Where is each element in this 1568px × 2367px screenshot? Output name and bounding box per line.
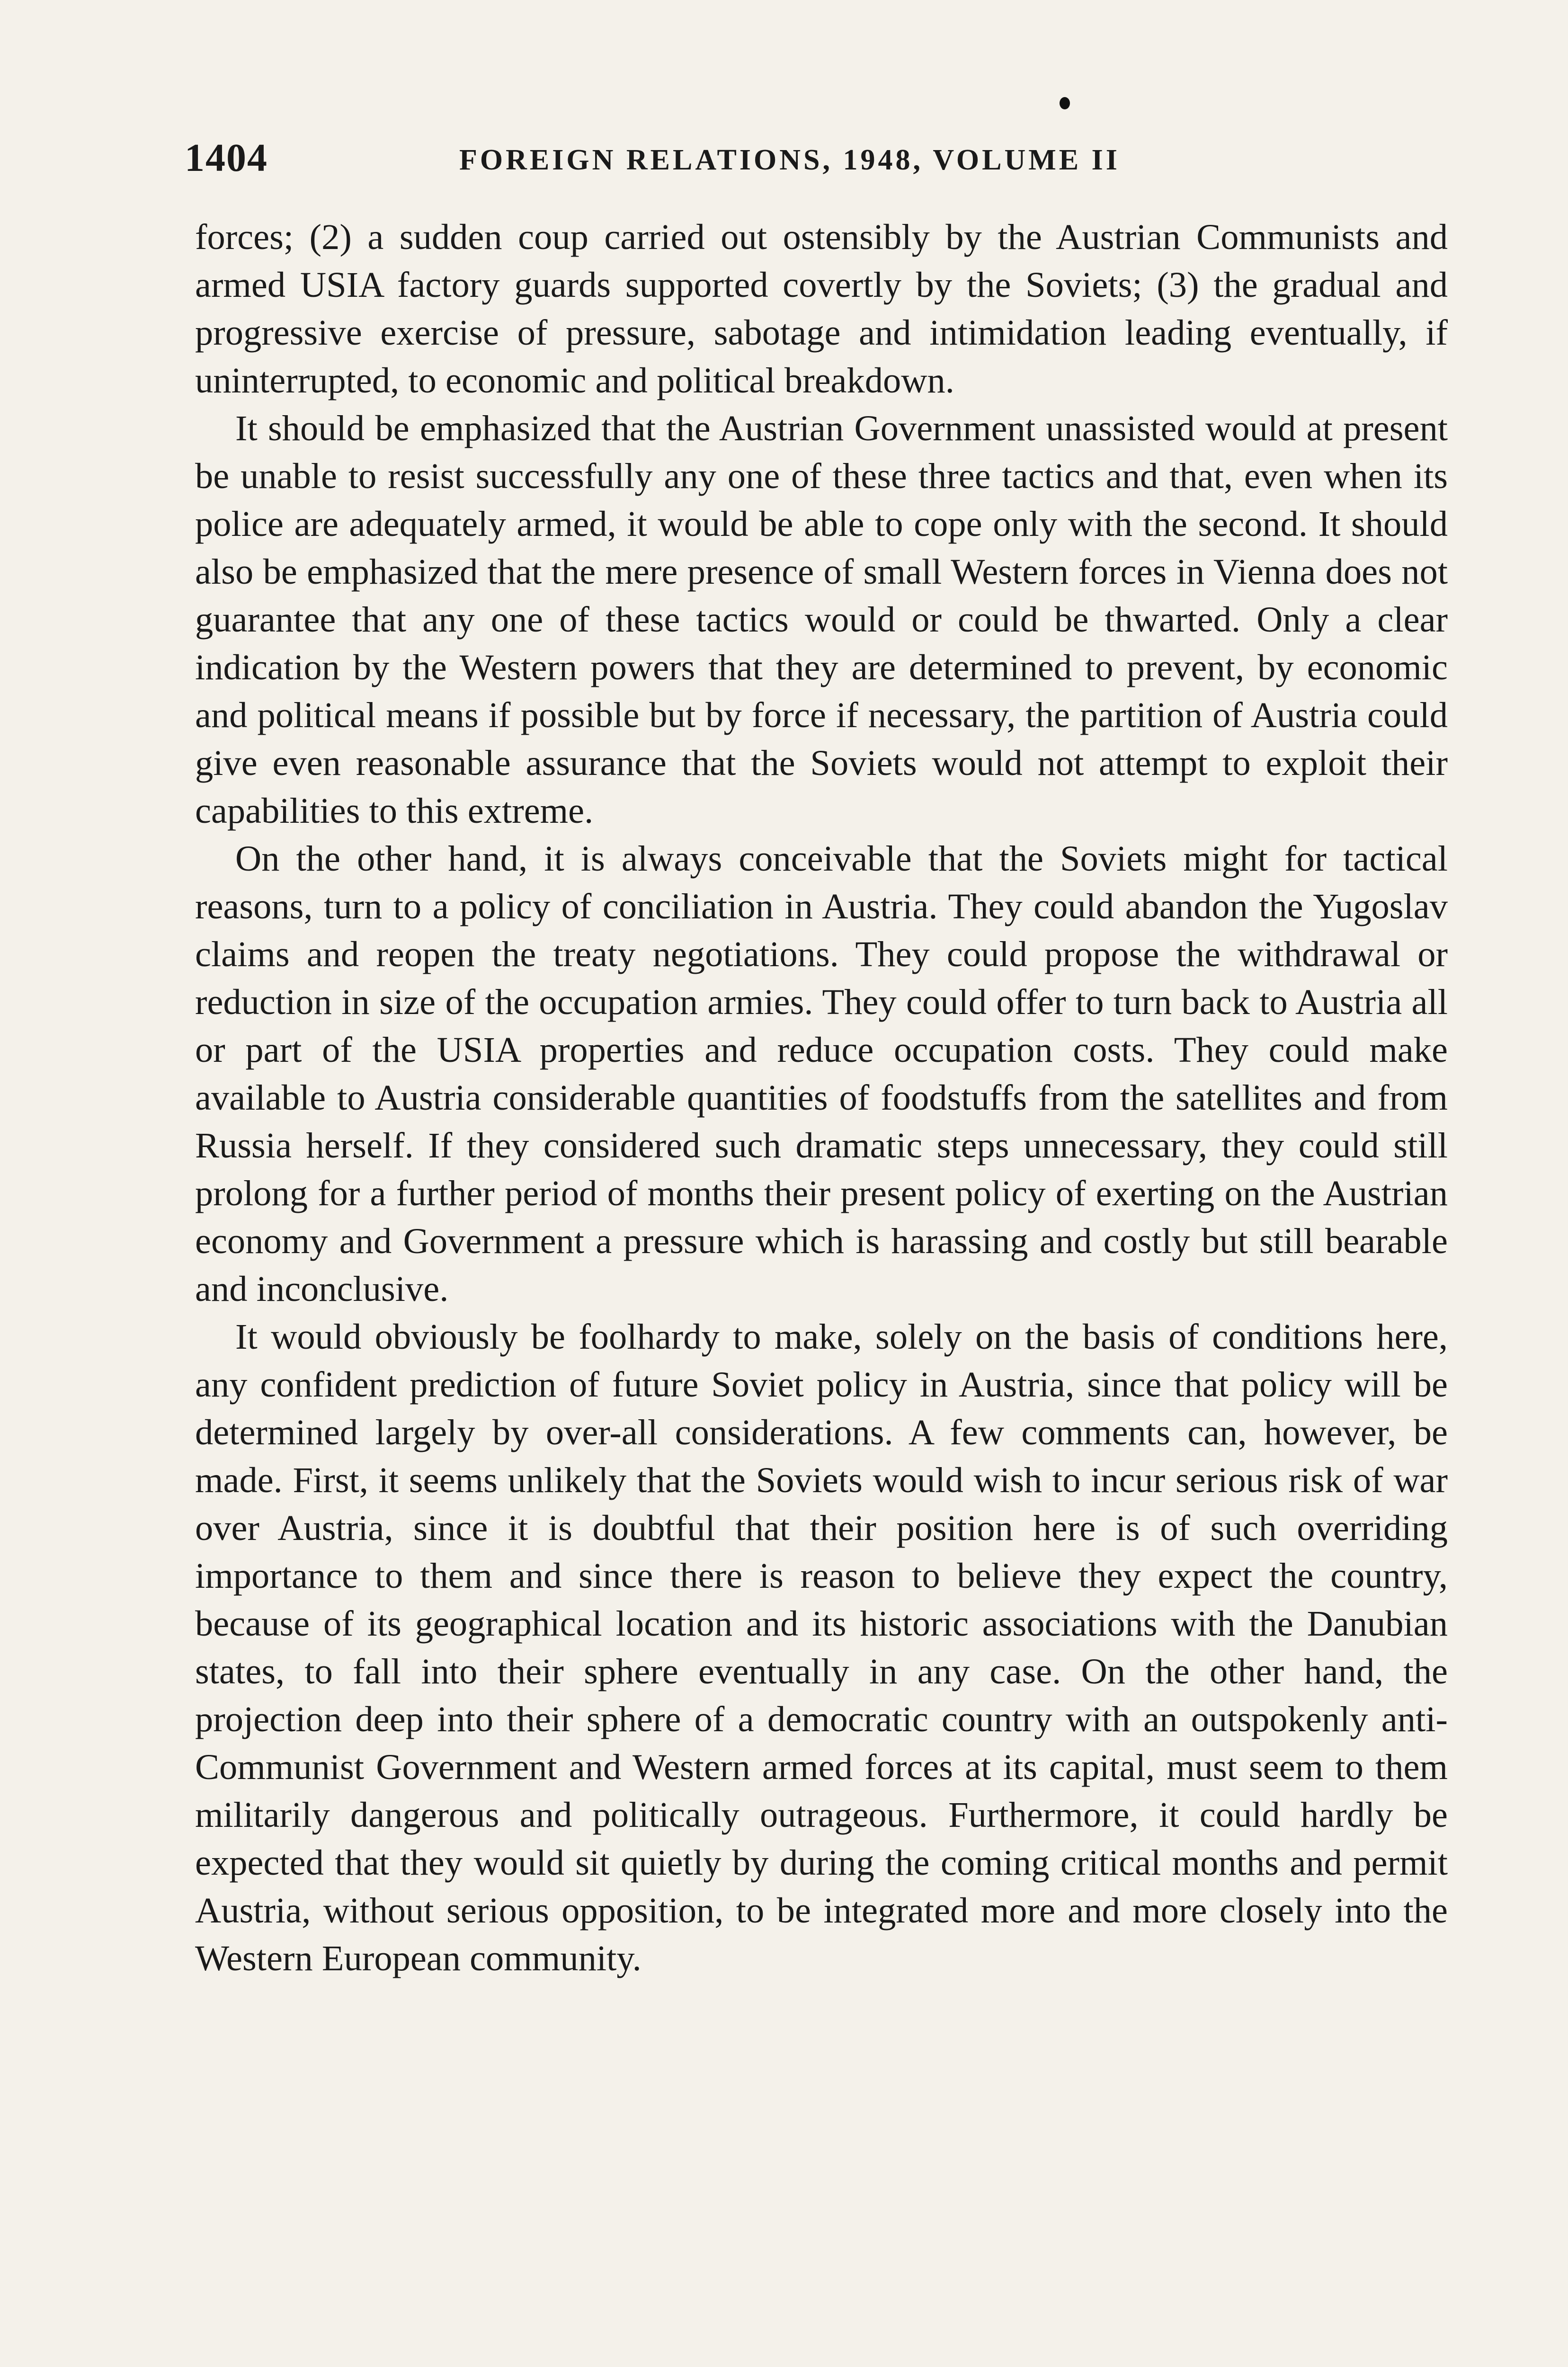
paragraph-prediction: It would obviously be foolhardy to make, solely on the basis of conditions here, any confident prediction of future Soviet policy in Austria, since that policy will be determined largely by over-all considerations. A few comments can, however, be made. First, it seems unlikely that the Soviets would wish to incur serious risk of war over Austria, since it is doubtful that their position here is of such overriding importance to them and since there is reason to believe they expect the country, because of its geographical location and its historic associations with the Danubian states, to fall into their sphere eventually in any case. On the other hand, the projection deep into their sphere of a democratic country with an outspokenly anti-Communist Government and Western armed forces at its capital, must seem to them militarily dangerous and politically outrageous. Furthermore, it could hardly be expected that they would sit quietly by during the coming critical months and permit Austria, without serious opposition, to be integrated more and more closely into the Western European community.	[195, 1317, 1448, 1978]
paragraph-emphasis: It should be emphasized that the Austrian Government unassisted would at present be unable to resist successfully any one of these three tactics and that, even when its police are adequately armed, it would be able to cope only with the second. It should also be emphasized that the mere presence of small Western forces in Vienna does not guarantee that any one of these tactics would or could be thwarted. Only a clear indication by the Western powers that they are determined to prevent, by economic and political means if possible but by force if necessary, the partition of Austria could give even reasonable assurance that the Soviets would not attempt to exploit their capabilities to this extreme.	[195, 408, 1448, 831]
body-text	[195, 213, 1448, 1982]
running-head: FOREIGN RELATIONS, 1948, VOLUME II	[459, 144, 1120, 176]
paragraph-conciliation: On the other hand, it is always conceivable that the Soviets might for tactical reasons, turn to a policy of conciliation in Austria. They could abandon the Yugoslav claims and reopen the treaty negotiations. They could propose the withdrawal or reduction in size of the occupation armies. They could offer to turn back to Austria all or part of the USIA properties and reduce occupation costs. They could make available to Austria considerable quantities of foodstuffs from the satellites and from Russia herself. If they considered such dramatic steps unnecessary, they could still prolong for a further period of months their present policy of exerting on the Austrian economy and Government a pressure which is harassing and costly but still bearable and inconclusive.	[195, 838, 1448, 1309]
page-number: 1404	[185, 136, 268, 180]
ink-dot	[1060, 97, 1070, 109]
page-header	[185, 135, 1453, 187]
paragraph-continuation: forces; (2) a sudden coup carried out ostensibly by the Austrian Communists and armed USIA factory guards supported covertly by the Soviets; (3) the gradual and progressive exercise of pressure, sabotage and intimidation leading eventually, if uninterrupted, to economic and political breakdown.	[195, 217, 1448, 400]
